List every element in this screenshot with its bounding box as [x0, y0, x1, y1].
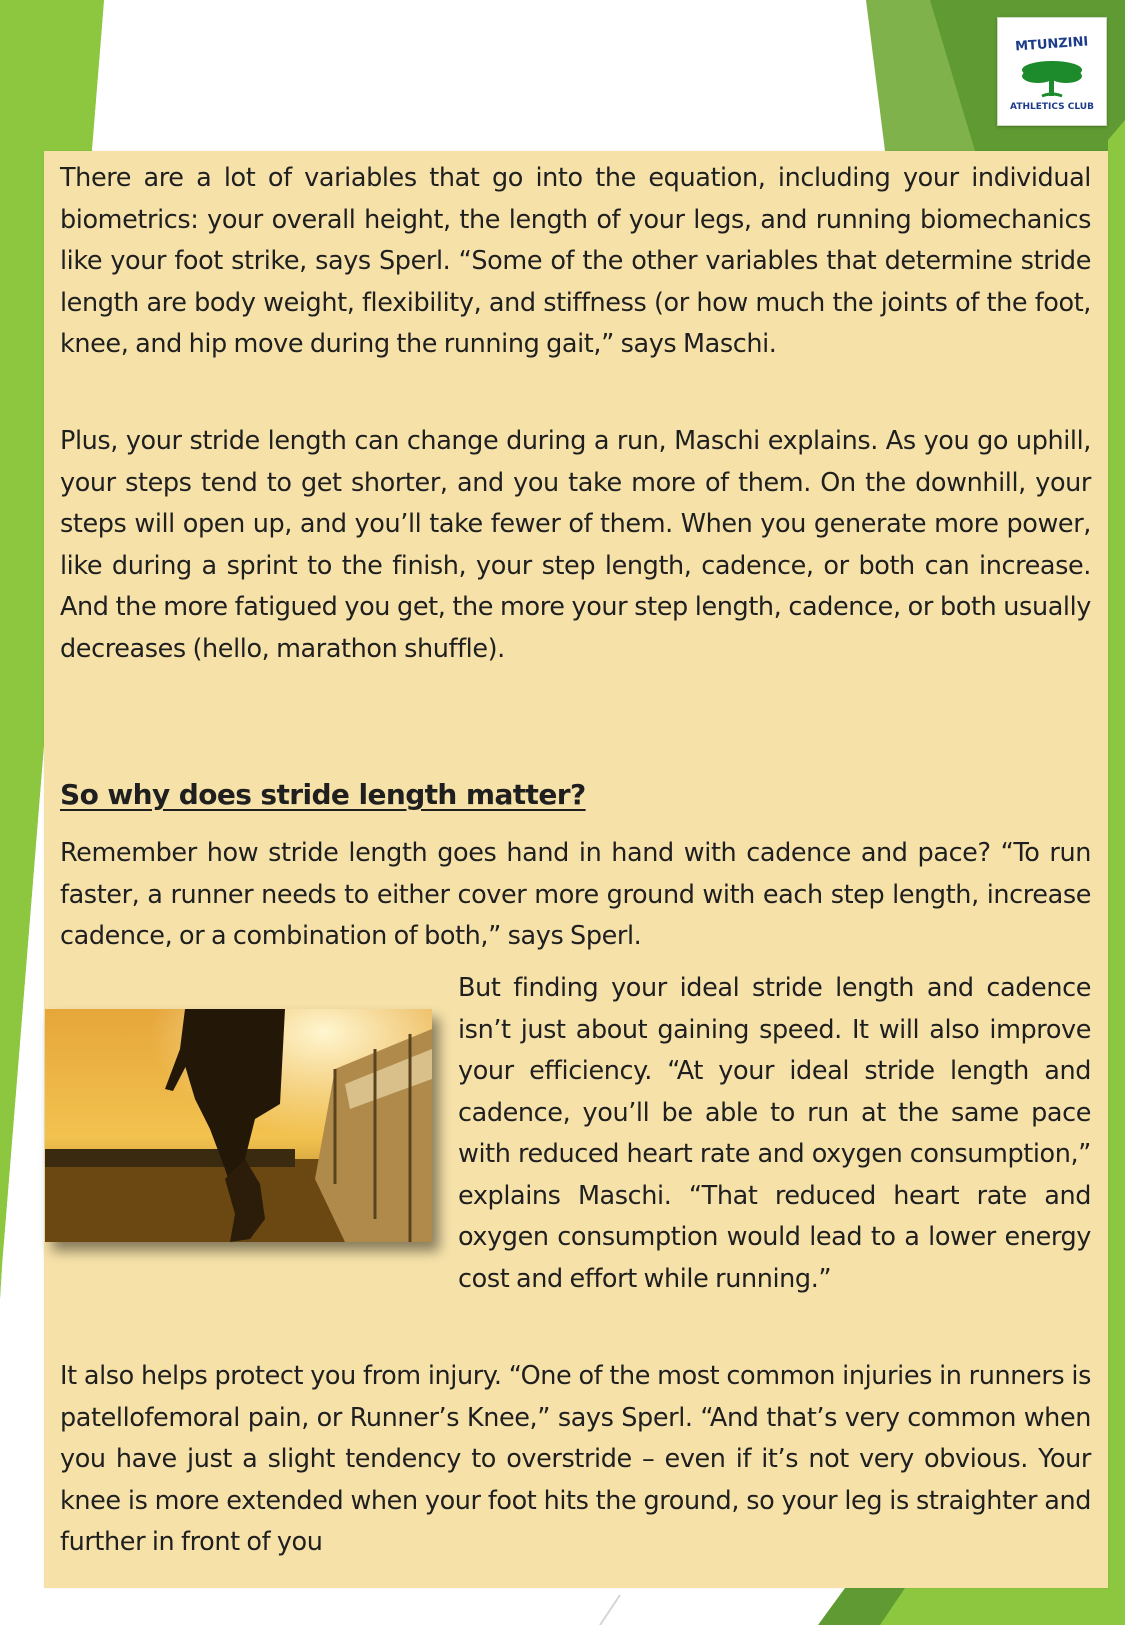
runner-photo [45, 1009, 432, 1242]
paragraph-variables: There are a lot of variables that go into the equation, including your individual biometrics: your overall height, the length of your legs, and running biomechanics like your foot strike, says Sperl. “Some of the other variables that determine stride length are body weight, flexibility, and stiffness (or how much the joints of the foot, knee, and hip move during the running gait,” says Maschi. [60, 163, 1091, 359]
paragraph-stride-changes: Plus, your stride length can change during a run, Maschi explains. As you go uphill, your steps tend to get shorter, and you take more of them. On the downhill, your steps will open up, and you’ll take fewer of them. When you generate more power, like during a sprint to the finish, your step length, cadence, or both can increase. And the more fatigued you get, the more your step length, cadence, or both usually decreases (hello, marathon shuffle). [60, 426, 1091, 664]
logo-name-text: MTUNZINI [1014, 34, 1089, 55]
section-heading: So why does stride length matter? [60, 778, 586, 811]
paragraph-injury: It also helps protect you from injury. “One of the most common injuries in runners is patellofemoral pain, or Runner’s Knee,” says Sperl. “And that’s very common when you have just a slight tendency to overstride – even if it’s not very obvious. Your knee is more extended when your foot hits the ground, so your leg is straighter and further in front of you [60, 1361, 1091, 1557]
paragraph-cadence-pace: Remember how stride length goes hand in hand with cadence and pace? “To run faster, a runner needs to either cover more ground with each step length, increase cadence, or a combination of both,” says Sperl. [60, 838, 1091, 951]
logo-club-text: ATHLETICS CLUB [1010, 102, 1094, 112]
club-logo [997, 17, 1107, 126]
paragraph-efficiency: But finding your ideal stride length and cadence isn’t just about gaining speed. It will also improve your efficiency. “At your ideal stride length and cadence, you’ll be able to run at the same pace with reduced heart rate and oxygen consumption,” explains Maschi. “That reduced heart rate and oxygen consumption would lead to a lower energy cost and effort while running.” [458, 973, 1091, 1294]
